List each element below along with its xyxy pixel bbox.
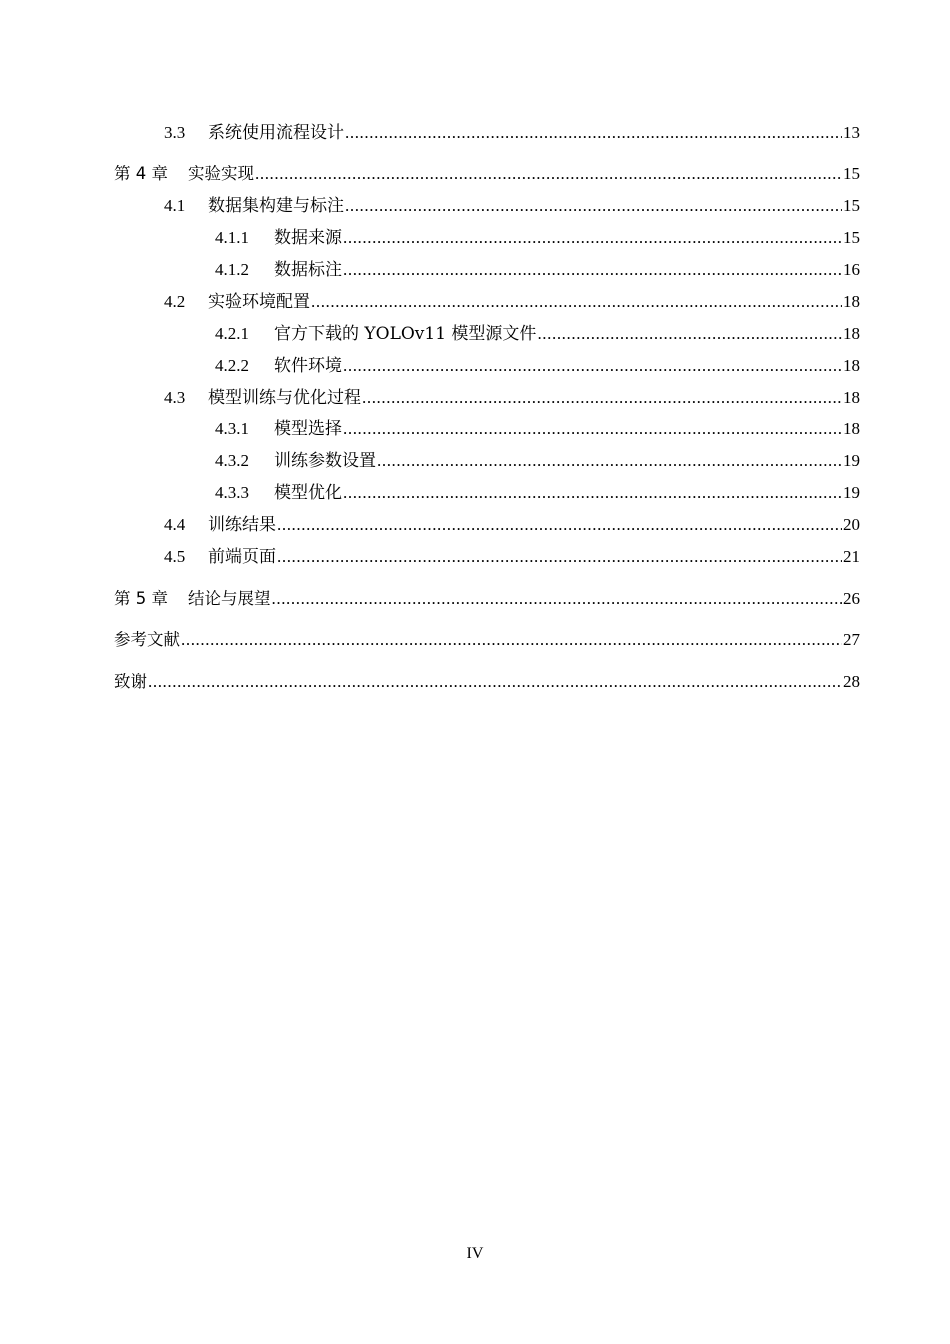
toc-entry-number: 4.3.2 xyxy=(215,451,249,470)
toc-entry-page: 27 xyxy=(843,630,860,649)
toc-entry[interactable] xyxy=(164,546,860,568)
toc-entry-number: 4.1.2 xyxy=(215,260,249,279)
toc-dot-leader xyxy=(345,122,842,144)
toc-entry-title: 官方下载的 YOLOv11 模型源文件 xyxy=(274,324,537,344)
toc-dot-leader xyxy=(255,163,842,185)
toc-entry-page: 15 xyxy=(843,164,860,183)
toc-dot-leader xyxy=(311,291,842,313)
toc-dot-leader xyxy=(181,629,842,651)
toc-entry[interactable] xyxy=(215,227,860,249)
toc-entry-title: 模型选择 xyxy=(274,419,342,439)
toc-entry-page: 15 xyxy=(843,228,860,247)
toc-entry-title: 数据标注 xyxy=(274,260,342,280)
toc-entry-number: 4.3 xyxy=(164,388,186,407)
toc-entry-page: 18 xyxy=(843,292,860,311)
toc-dot-leader xyxy=(148,671,842,693)
toc-entry-page: 16 xyxy=(843,260,860,279)
toc-dot-leader xyxy=(343,227,842,249)
toc-dot-leader xyxy=(343,418,842,440)
toc-entry-title: 实验实现 xyxy=(188,164,254,183)
toc-entry-number: 第 4 章 xyxy=(114,164,168,183)
toc-entry-title: 结论与展望 xyxy=(188,589,271,608)
toc-entry-number: 4.4 xyxy=(164,515,186,534)
toc-entry-chapter[interactable] xyxy=(114,588,860,610)
page-number: IV xyxy=(466,1245,484,1262)
toc-entry[interactable] xyxy=(215,323,860,345)
toc-entry-references[interactable] xyxy=(114,629,860,651)
toc-dot-leader xyxy=(277,546,842,568)
toc-entry-title: 软件环境 xyxy=(274,356,342,376)
toc-entry[interactable] xyxy=(164,122,860,144)
toc-entry[interactable] xyxy=(164,195,860,217)
toc-dot-leader xyxy=(343,355,842,377)
toc-dot-leader xyxy=(377,450,842,472)
toc-entry-title: 系统使用流程设计 xyxy=(208,123,344,143)
toc-entry[interactable] xyxy=(164,387,860,409)
toc-entry[interactable] xyxy=(215,355,860,377)
toc-entry-acknowledgements[interactable] xyxy=(114,671,860,693)
toc-entry-page: 19 xyxy=(843,483,860,502)
toc-entry[interactable] xyxy=(215,259,860,281)
toc-entry-page: 26 xyxy=(843,589,860,608)
toc-entry[interactable] xyxy=(164,291,860,313)
toc-entry-page: 13 xyxy=(843,123,860,142)
toc-entry-page: 18 xyxy=(843,356,860,375)
toc-entry-page: 19 xyxy=(843,451,860,470)
toc-entry[interactable] xyxy=(164,514,860,536)
toc-entry-page: 21 xyxy=(843,547,860,566)
toc-entry-number: 第 5 章 xyxy=(114,589,168,608)
toc-entry[interactable] xyxy=(215,450,860,472)
toc-entry-title: 致谢 xyxy=(114,672,147,691)
toc-entry-number: 4.2.2 xyxy=(215,356,249,375)
toc-entry-title: 前端页面 xyxy=(208,547,276,567)
toc-dot-leader xyxy=(345,195,842,217)
toc-entry-number: 4.3.3 xyxy=(215,483,249,502)
toc-entry-number: 4.3.1 xyxy=(215,419,249,438)
toc-entry[interactable] xyxy=(215,418,860,440)
toc-entry-page: 15 xyxy=(843,196,860,215)
toc-entry-page: 18 xyxy=(843,388,860,407)
toc-entry-title: 实验环境配置 xyxy=(208,292,310,312)
toc-entry-page: 20 xyxy=(843,515,860,534)
toc-dot-leader xyxy=(272,588,843,610)
toc-entry-title: 参考文献 xyxy=(114,630,180,649)
toc-entry-number: 4.2 xyxy=(164,292,186,311)
toc-entry-title: 模型优化 xyxy=(274,483,342,503)
toc-dot-leader xyxy=(343,259,842,281)
toc-entry-title: 模型训练与优化过程 xyxy=(208,388,361,408)
toc-entry-title: 训练参数设置 xyxy=(274,451,376,471)
toc-entry-page: 18 xyxy=(843,419,860,438)
toc-entry-title: 数据集构建与标注 xyxy=(208,196,344,216)
toc-entry-title: 数据来源 xyxy=(274,228,342,248)
toc-entry-number: 4.1.1 xyxy=(215,228,249,247)
toc-entry-number: 4.1 xyxy=(164,196,186,215)
toc-entry-page: 18 xyxy=(843,324,860,343)
toc-entry-number: 4.5 xyxy=(164,547,186,566)
toc-dot-leader xyxy=(537,323,842,345)
toc-entry-chapter[interactable] xyxy=(114,163,860,185)
toc-entry-title: 训练结果 xyxy=(208,515,276,535)
toc-entry-number: 4.2.1 xyxy=(215,324,249,343)
toc-entry-number: 3.3 xyxy=(164,123,186,142)
toc-dot-leader xyxy=(362,387,842,409)
toc-entry[interactable] xyxy=(215,482,860,504)
toc-dot-leader xyxy=(277,514,842,536)
toc-entry-page: 28 xyxy=(843,672,860,691)
toc-dot-leader xyxy=(343,482,842,504)
